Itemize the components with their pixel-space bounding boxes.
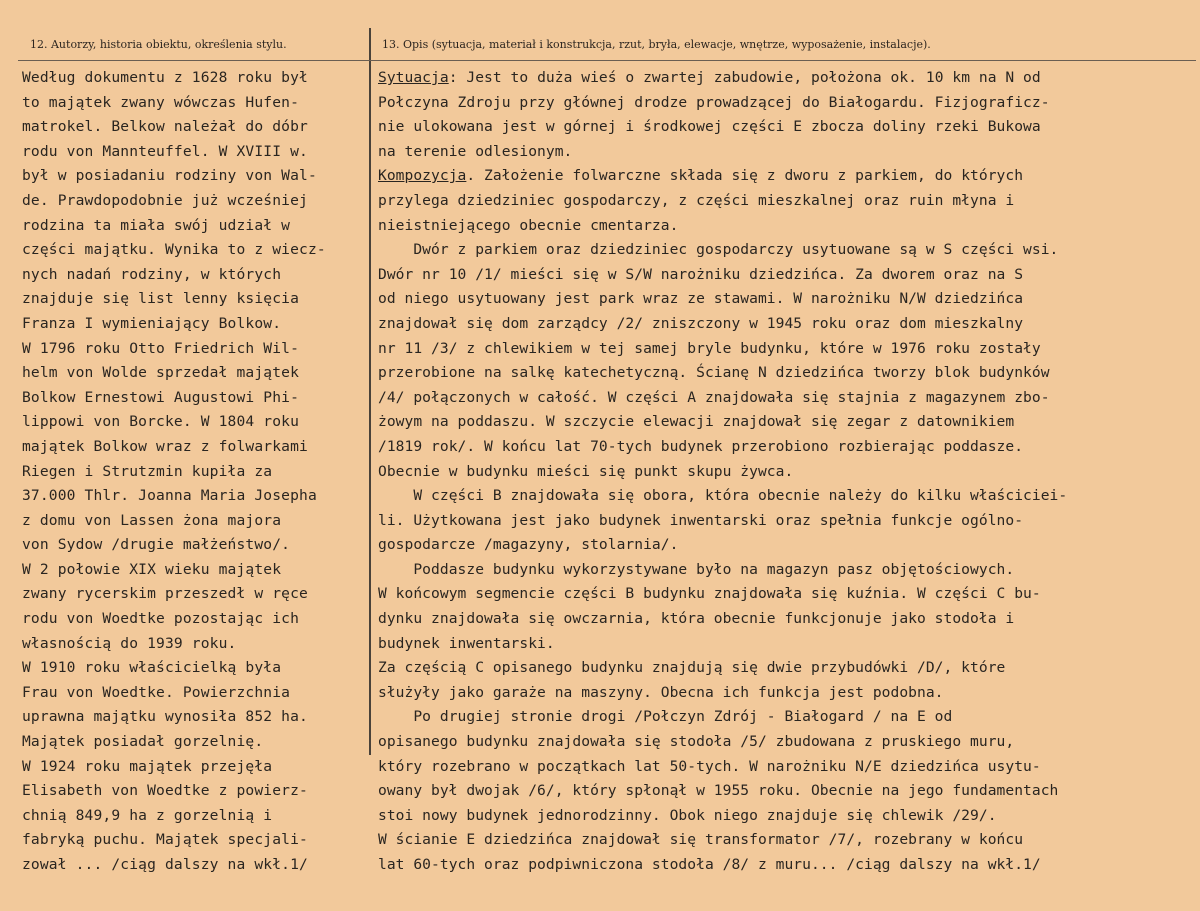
description-line xyxy=(378,509,1196,534)
description-line-text: żowym na poddaszu. W szczycie elewacji znajdował się zegar z datownikiem xyxy=(378,413,1015,431)
description-line xyxy=(378,337,1196,362)
history-line: matrokel. Belkow należał do dóbr xyxy=(22,118,308,136)
description-line xyxy=(378,435,1196,460)
description-line-text: Po drugiej stronie drogi /Połczyn Zdrój - Białogard / na E od xyxy=(378,708,953,726)
description-line xyxy=(378,632,1196,657)
description-line xyxy=(378,214,1196,239)
description-line-text: li. Użytkowana jest jako budynek inwentarski oraz spełnia funkcje ogólno- xyxy=(378,511,1024,529)
description-line xyxy=(378,779,1196,804)
description-line xyxy=(378,681,1196,706)
description-line-text: Dwór nr 10 /1/ mieści się w S/W narożniku dziedzińca. Za dworem oraz na S xyxy=(378,265,1024,283)
history-line: helm von Wolde sprzedał majątek xyxy=(22,364,300,382)
history-line: chnią 849,9 ha z gorzelnią i xyxy=(22,806,273,824)
description-line-text: gospodarcze /magazyny, stolarnia/. xyxy=(378,536,679,554)
history-line: z domu von Lassen żona majora xyxy=(22,511,282,529)
description-line-text: który rozebrano w początkach lat 50-tych. W narożniku N/E dziedzińca usytu- xyxy=(378,757,1041,775)
history-line: W 2 połowie XIX wieku majątek xyxy=(22,560,282,578)
description-line-text: lat 60-tych oraz podpiwniczona stodoła /8/ z muru... /ciąg dalszy na wkł.1/ xyxy=(378,856,1041,873)
description-line xyxy=(378,238,1196,263)
description-line xyxy=(378,361,1196,386)
description-line xyxy=(378,656,1196,681)
history-line: W 1796 roku Otto Friedrich Wil- xyxy=(22,339,300,357)
history-line: rodzina ta miała swój udział w xyxy=(22,216,291,234)
history-line: Elisabeth von Woedtke z powierz- xyxy=(22,782,308,800)
history-line: własnością do 1939 roku. xyxy=(22,634,237,652)
description-line xyxy=(378,263,1196,288)
description-line-text: : Jest to duża wieś o zwartej zabudowie, położona ok. 10 km na N od xyxy=(448,69,1041,86)
description-line-text: Poddasze budynku wykorzystywane było na magazyn pasz objętościowych. xyxy=(378,560,1015,578)
description-line xyxy=(378,287,1196,312)
history-line: 37.000 Thlr. Joanna Maria Josepha xyxy=(22,487,317,505)
description-line xyxy=(378,91,1196,116)
history-line: zował ... /ciąg dalszy na wkł.1/ xyxy=(22,856,308,873)
description-line-text: nr 11 /3/ z chlewikiem w tej samej bryle budynku, które w 1976 roku zostały xyxy=(378,339,1041,357)
history-line: de. Prawdopodobnie już wcześniej xyxy=(22,191,308,209)
history-line: części majątku. Wynika to z wiecz- xyxy=(22,241,326,259)
description-line xyxy=(378,410,1196,435)
history-line: znajduje się list lenny księcia xyxy=(22,290,300,308)
history-line: był w posiadaniu rodziny von Wal- xyxy=(22,167,317,185)
section-lead-word: Kompozycja xyxy=(378,167,467,185)
history-line: rodu von Mannteuffel. W XVIII w. xyxy=(22,142,308,160)
history-column xyxy=(22,66,368,878)
description-line xyxy=(378,115,1196,140)
section-lead-word: Sytuacja xyxy=(378,69,449,86)
description-line-text: od niego usytuowany jest park wraz ze stawami. W narożniku N/W dziedzińca xyxy=(378,290,1024,308)
description-line-text: opisanego budynku znajdowała się stodoła /5/ zbudowana z pruskiego muru, xyxy=(378,733,1015,751)
description-line xyxy=(378,828,1196,853)
description-line xyxy=(378,705,1196,730)
section-13-header: 13. Opis (sytuacja, materiał i konstrukcja, rzut, bryła, elewacje, wnętrze, wyposażenie, instalacje). xyxy=(382,38,931,51)
description-line-text: /1819 rok/. W końcu lat 70-tych budynek przerobiono rozbierając poddasze. xyxy=(378,437,1024,455)
description-line xyxy=(378,460,1196,485)
history-line: W 1924 roku majątek przejęła xyxy=(22,757,273,775)
history-line: Riegen i Strutzmin kupiła za xyxy=(22,462,273,480)
description-line-text: Za częścią C opisanego budynku znajdują się dwie przybudówki /D/, które xyxy=(378,659,1006,677)
description-line xyxy=(378,484,1196,509)
description-line xyxy=(378,582,1196,607)
description-line-text: nie ulokowana jest w górnej i środkowej części E zbocza doliny rzeki Bukowa xyxy=(378,118,1041,136)
description-line xyxy=(378,607,1196,632)
description-line-text: stoi nowy budynek jednorodzinny. Obok niego znajduje się chlewik /29/. xyxy=(378,806,997,824)
description-line-text: Dwór z parkiem oraz dziedziniec gospodarczy usytuowane są w S części wsi. xyxy=(378,241,1059,259)
description-line-text: nieistniejącego obecnie cmentarza. xyxy=(378,216,679,234)
column-divider xyxy=(369,28,371,755)
description-line-text: . Założenie folwarczne składa się z dworu z parkiem, do których xyxy=(466,167,1024,185)
history-line: lippowi von Borcke. W 1804 roku xyxy=(22,413,300,431)
history-line: rodu von Woedtke pozostając ich xyxy=(22,610,300,628)
history-line: Franza I wymieniający Bolkow. xyxy=(22,314,282,332)
description-line xyxy=(378,66,1196,91)
history-line: fabryką puchu. Majątek specjali- xyxy=(22,831,308,849)
history-line: majątek Bolkow wraz z folwarkami xyxy=(22,437,308,455)
description-line-text: znajdował się dom zarządcy /2/ zniszczony w 1945 roku oraz dom mieszkalny xyxy=(378,314,1024,332)
history-line: Według dokumentu z 1628 roku był xyxy=(22,69,308,86)
description-column xyxy=(378,66,1196,878)
description-line xyxy=(378,533,1196,558)
section-12-header: 12. Autorzy, historia obiektu, określenia stylu. xyxy=(30,38,287,51)
history-line: Frau von Woedtke. Powierzchnia xyxy=(22,683,291,701)
history-line: nych nadań rodziny, w których xyxy=(22,265,282,283)
description-line xyxy=(378,755,1196,780)
description-line-text: W ścianie E dziedzińca znajdował się transformator /7/, rozebrany w końcu xyxy=(378,831,1024,849)
description-line-text: owany był dwojak /6/, który spłonął w 1955 roku. Obecnie na jego fundamentach xyxy=(378,782,1059,800)
description-line-text: na terenie odlesionym. xyxy=(378,142,573,160)
description-line-text: Obecnie w budynku mieści się punkt skupu żywca. xyxy=(378,462,794,480)
history-line: Majątek posiadał gorzelnię. xyxy=(22,733,264,751)
description-line-text: służyły jako garaże na maszyny. Obecna ich funkcja jest podobna. xyxy=(378,683,944,701)
description-line xyxy=(378,558,1196,583)
description-line xyxy=(378,140,1196,165)
history-line: W 1910 roku właścicielką była xyxy=(22,659,282,677)
description-line xyxy=(378,164,1196,189)
description-line xyxy=(378,730,1196,755)
description-line-text: /4/ połączonych w całość. W części A znajdowała się stajnia z magazynem zbo- xyxy=(378,388,1050,406)
history-line: uprawna majątku wynosiła 852 ha. xyxy=(22,708,308,726)
description-line-text: budynek inwentarski. xyxy=(378,634,555,652)
description-line-text: W końcowym segmencie części B budynku znajdowała się kuźnia. W części C bu- xyxy=(378,585,1041,603)
description-line xyxy=(378,853,1196,878)
description-line xyxy=(378,386,1196,411)
description-line-text: dynku znajdowała się owczarnia, która obecnie funkcjonuje jako stodoła i xyxy=(378,610,1015,628)
description-line-text: przylega dziedziniec gospodarczy, z części mieszkalnej oraz ruin młyna i xyxy=(378,191,1015,209)
header-rule xyxy=(18,60,1196,61)
description-line xyxy=(378,312,1196,337)
description-line-text: przerobione na salkę katechetyczną. Ścianę N dziedzińca tworzy blok budynków xyxy=(378,364,1050,382)
history-line: to majątek zwany wówczas Hufen- xyxy=(22,93,300,111)
description-line xyxy=(378,804,1196,829)
history-line: zwany rycerskim przeszedł w ręce xyxy=(22,585,308,603)
history-line: von Sydow /drugie małżeństwo/. xyxy=(22,536,291,554)
history-line: Bolkow Ernestowi Augustowi Phi- xyxy=(22,388,300,406)
description-line xyxy=(378,189,1196,214)
description-line-text: Połczyna Zdroju przy głównej drodze prowadzącej do Białogardu. Fizjograficz- xyxy=(378,93,1050,111)
description-line-text: W części B znajdowała się obora, która obecnie należy do kilku właściciei- xyxy=(378,487,1068,505)
